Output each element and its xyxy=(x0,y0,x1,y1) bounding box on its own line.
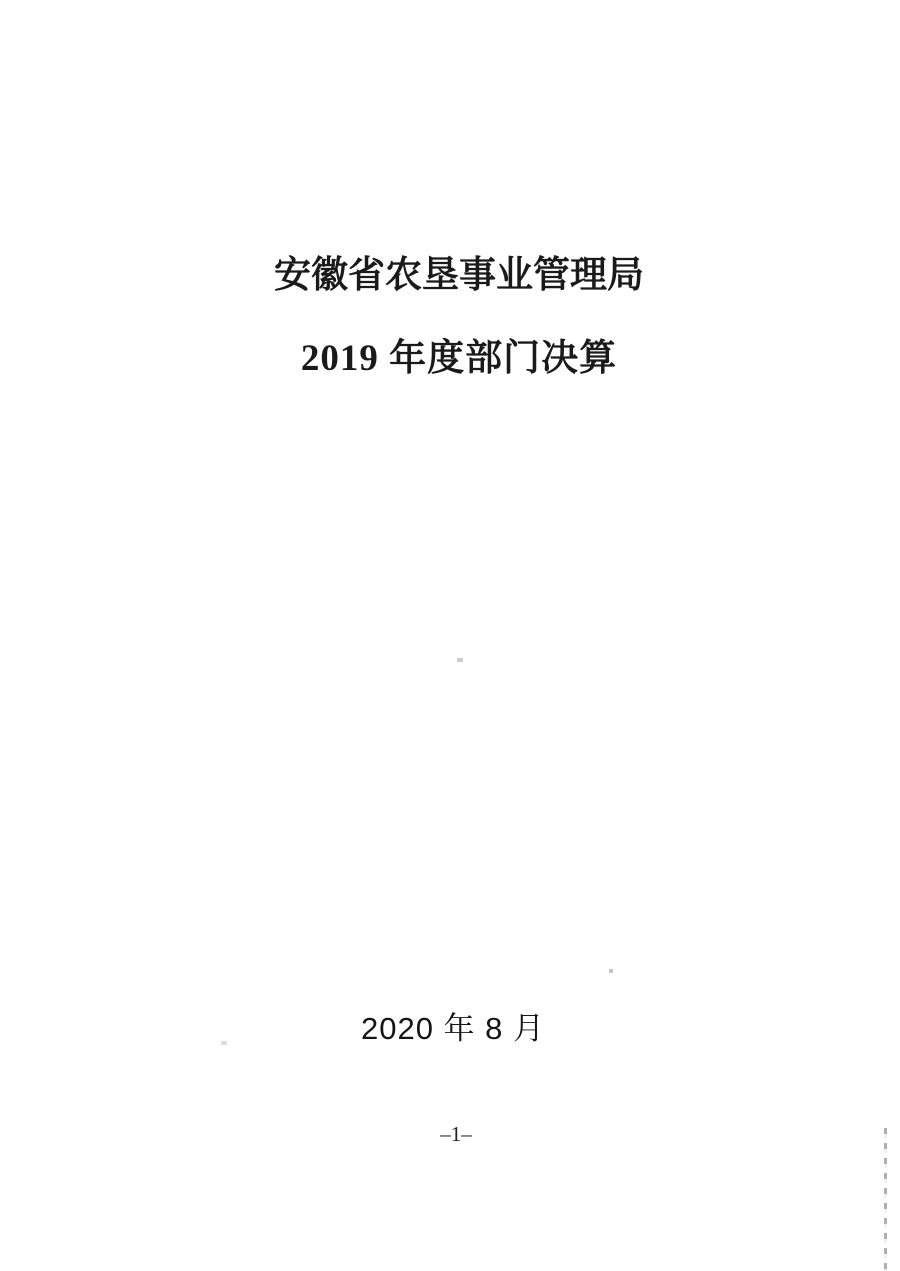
scanner-edge-artifact xyxy=(884,1128,887,1271)
scan-speck xyxy=(457,658,463,662)
document-title-report: 2019 年度部门决算 xyxy=(300,338,618,379)
document-title-org: 安徽省农垦事业管理局 xyxy=(274,255,644,296)
document-date: 2020 年 8 月 xyxy=(360,1011,546,1046)
scan-speck xyxy=(221,1041,227,1045)
scan-speck xyxy=(609,969,613,973)
page-number: –1– xyxy=(440,1122,472,1146)
